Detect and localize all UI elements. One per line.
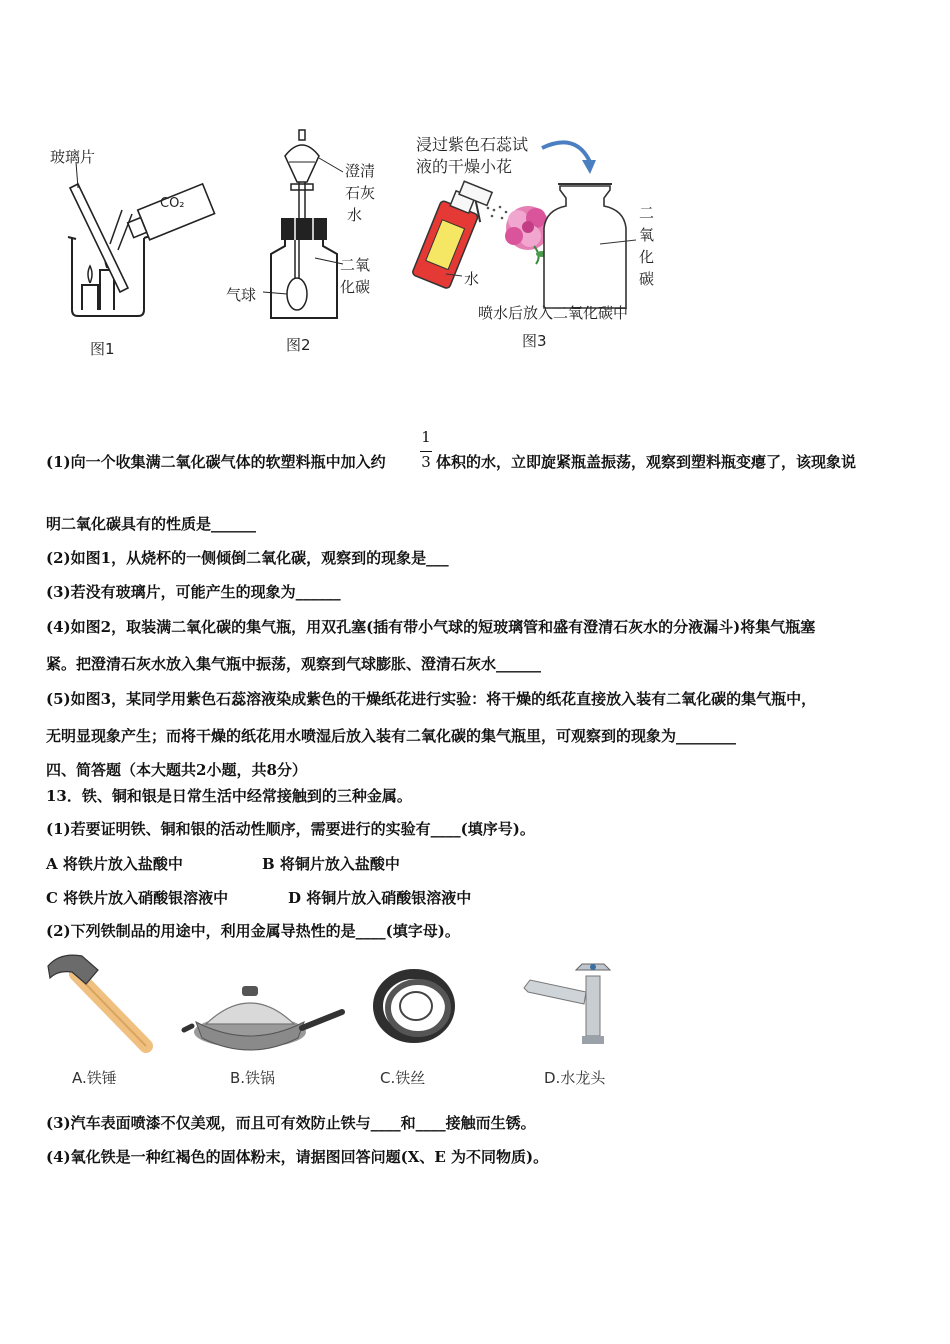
q13-3: (3)汽车表面喷漆不仅美观，而且可有效防止铁与____和____接触而生锈。 <box>46 1114 536 1132</box>
q13-4: (4)氧化铁是一种红褐色的固体粉末，请据图回答问题(X、E 为不同物质)。 <box>46 1148 549 1166</box>
item-a-caption: A.铁锤 <box>72 1069 117 1087</box>
faucet-icon <box>512 958 622 1048</box>
fig2-limewater-label-3: 水 <box>347 206 363 224</box>
hammer-icon <box>42 948 162 1058</box>
fig1-glass-label: 玻璃片 <box>50 148 96 166</box>
fig3-flower-label-1: 浸过紫色石蕊试 <box>416 135 529 154</box>
fig3-flower-label-2: 液的干燥小花 <box>416 157 513 176</box>
option-d: D 将铜片放入硝酸银溶液中 <box>288 889 472 907</box>
option-a: A 将铁片放入盐酸中 <box>46 855 183 873</box>
q1-line2: 明二氧化碳具有的性质是______ <box>46 515 257 533</box>
q1-part-a: (1)向一个收集满二氧化碳气体的软塑料瓶中加入约 <box>46 453 386 471</box>
fig2-caption: 图2 <box>286 336 311 354</box>
q4-line1: (4)如图2，取装满二氧化碳的集气瓶，用双孔塞(插有带小气球的短玻璃管和盛有澄清石灰水的分液漏斗)将集气瓶塞 <box>46 618 816 636</box>
wire-coil-icon <box>372 962 462 1052</box>
q1-frac-numerator: 1 <box>421 428 431 446</box>
fig3-caption: 图3 <box>522 332 547 350</box>
q13-1: (1)若要证明铁、铜和银的活动性顺序，需要进行的实验有____(填序号)。 <box>46 820 535 838</box>
fig3-spray-label: 喷水后放入二氧化碳中 <box>478 304 629 322</box>
fig1-caption: 图1 <box>90 340 115 358</box>
fig2-co2-label-1: 二氧 <box>340 256 371 274</box>
section4-heading: 四、简答题（本大题共2小题，共8分） <box>46 761 307 779</box>
item-b-caption: B.铁锅 <box>230 1069 276 1087</box>
item-c-caption: C.铁丝 <box>380 1069 426 1087</box>
wok-icon <box>186 972 346 1062</box>
fig1-co2-label: CO₂ <box>160 196 185 211</box>
fig3-co2-label-3: 化 <box>639 248 655 266</box>
figure-1-drawing <box>40 140 220 340</box>
q1-frac-denominator: 3 <box>421 453 431 471</box>
q13-intro: 13．铁、铜和银是日常生活中经常接触到的三种金属。 <box>46 787 412 805</box>
fig2-limewater-label-1: 澄清 <box>345 162 376 180</box>
option-b: B 将铜片放入盐酸中 <box>262 855 400 873</box>
fig3-co2-label-2: 氧 <box>639 226 655 244</box>
q13-2: (2)下列铁制品的用途中，利用金属导热性的是____(填字母)。 <box>46 922 460 940</box>
fig3-water-label: 水 <box>464 270 480 288</box>
figure-2-drawing <box>255 128 395 328</box>
fig3-co2-label-1: 二 <box>639 204 655 222</box>
q1-frac-bar <box>420 451 432 452</box>
option-c: C 将铁片放入硝酸银溶液中 <box>46 889 229 907</box>
q5-line1: (5)如图3，某同学用紫色石蕊溶液染成紫色的干燥纸花进行实验：将干燥的纸花直接放入装有二氧化碳的集气瓶中， <box>46 690 817 708</box>
q2: (2)如图1，从烧杯的一侧倾倒二氧化碳，观察到的现象是___ <box>46 549 449 567</box>
fig2-limewater-label-2: 石灰 <box>345 184 376 202</box>
item-d-caption: D.水龙头 <box>544 1069 606 1087</box>
q5-line2: 无明显现象产生；而将干燥的纸花用水喷湿后放入装有二氧化碳的集气瓶里，可观察到的现象为________ <box>46 727 737 745</box>
q3: (3)若没有玻璃片，可能产生的现象为______ <box>46 583 341 601</box>
fig2-co2-label-2: 化碳 <box>340 278 371 296</box>
fig2-balloon-label: 气球 <box>226 286 257 304</box>
q1-part-b: 体积的水，立即旋紧瓶盖振荡，观察到塑料瓶变瘪了，该现象说 <box>436 453 857 471</box>
fig3-co2-label-4: 碳 <box>639 270 655 288</box>
q4-line2: 紧。把澄清石灰水放入集气瓶中振荡，观察到气球膨胀、澄清石灰水______ <box>46 655 542 673</box>
